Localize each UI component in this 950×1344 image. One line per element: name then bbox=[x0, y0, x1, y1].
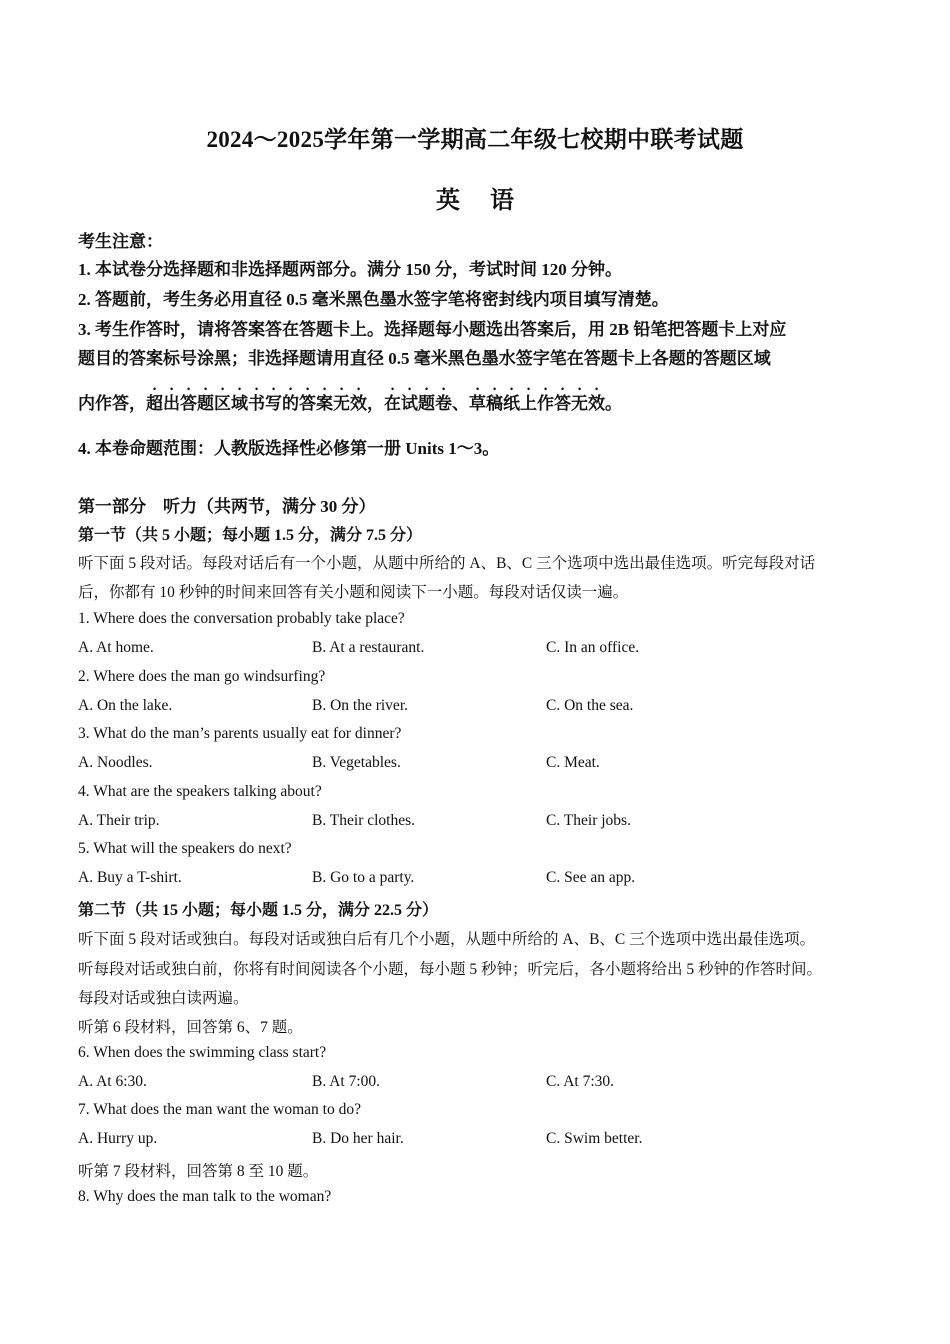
question-5: 5. What will the speakers do next? bbox=[78, 840, 292, 857]
question-6: 6. When does the swimming class start? bbox=[78, 1044, 327, 1061]
question-7-option-b: B. Do her hair. bbox=[312, 1130, 404, 1147]
question-2-option-b: B. On the river. bbox=[312, 697, 408, 714]
question-6-option-b: B. At 7:00. bbox=[312, 1073, 381, 1090]
question-1: 1. Where does the conversation probably take place? bbox=[78, 610, 405, 627]
question-2: 2. Where does the man go windsurfing? bbox=[78, 668, 326, 685]
question-1-option-b: B. At a restaurant. bbox=[312, 639, 425, 656]
question-7-option-a: A. Hurry up. bbox=[78, 1130, 158, 1147]
emphasized-text: 在试题卷 bbox=[384, 394, 452, 413]
section-1-heading: 第一节（共 5 小题；每小题 1.5 分，满分 7.5 分） bbox=[78, 527, 423, 544]
section-1-instructions-line-2: 后，你都有 10 秒钟的时间来回答有关小题和阅读下一小题。每段对话仅读一遍。 bbox=[78, 584, 629, 601]
material-6-note: 听第 6 段材料，回答第 6、7 题。 bbox=[78, 1019, 303, 1036]
question-5-option-b: B. Go to a party. bbox=[312, 869, 415, 886]
question-4-option-c: C. Their jobs. bbox=[546, 812, 631, 829]
notice-item-1: 1. 本试卷分选择题和非选择题两部分。满分 150 分，考试时间 120 分钟。 bbox=[78, 260, 622, 279]
question-5-option-c: C. See an app. bbox=[546, 869, 636, 886]
notice-heading: 考生注意： bbox=[78, 232, 163, 251]
question-1-option-c: C. In an office. bbox=[546, 639, 640, 656]
question-1-option-a: A. At home. bbox=[78, 639, 154, 656]
notice-text: 。 bbox=[605, 394, 622, 413]
question-4-option-a: A. Their trip. bbox=[78, 812, 160, 829]
emphasized-text: 草稿纸上作答无效 bbox=[469, 394, 605, 413]
question-8: 8. Why does the man talk to the woman? bbox=[78, 1188, 332, 1205]
question-3-option-b: B. Vegetables. bbox=[312, 754, 401, 771]
notice-text: 、 bbox=[452, 394, 469, 413]
section-2-instructions-line-1: 听下面 5 段对话或独白。每段对话或独白后有几个小题，从题中所给的 A、B、C 三个选项中选出最佳选项。 bbox=[78, 931, 816, 948]
emphasized-text: 超出答题区域书写的答案无效 bbox=[146, 394, 367, 413]
question-6-option-a: A. At 6:30. bbox=[78, 1073, 147, 1090]
section-2-heading: 第二节（共 15 小题；每小题 1.5 分，满分 22.5 分） bbox=[78, 902, 439, 919]
notice-item-4: 4. 本卷命题范围：人教版选择性必修第一册 Units 1～3。 bbox=[78, 439, 500, 458]
question-2-option-c: C. On the sea. bbox=[546, 697, 634, 714]
notice-item-3-line-3 bbox=[78, 380, 622, 428]
section-2-instructions-line-3: 每段对话或独白读两遍。 bbox=[78, 990, 249, 1007]
notice-text: ， bbox=[367, 394, 384, 413]
question-7-option-c: C. Swim better. bbox=[546, 1130, 643, 1147]
notice-item-3-line-2: 题目的答案标号涂黑；非选择题请用直径 0.5 毫米黑色墨水签字笔在答题卡上各题的答题区域 bbox=[78, 349, 771, 368]
question-4-option-b: B. Their clothes. bbox=[312, 812, 416, 829]
part-1-heading: 第一部分 听力（共两节，满分 30 分） bbox=[78, 497, 376, 516]
question-5-option-a: A. Buy a T-shirt. bbox=[78, 869, 182, 886]
subject-title: 英语 bbox=[436, 188, 544, 214]
question-3: 3. What do the man’s parents usually eat for dinner? bbox=[78, 725, 402, 742]
question-3-option-a: A. Noodles. bbox=[78, 754, 153, 771]
notice-item-2: 2. 答题前，考生务必用直径 0.5 毫米黑色墨水签字笔将密封线内项目填写清楚。 bbox=[78, 290, 669, 309]
question-4: 4. What are the speakers talking about? bbox=[78, 783, 322, 800]
notice-item-3-line-1: 3. 考生作答时，请将答案答在答题卡上。选择题每小题选出答案后，用 2B 铅笔把答题卡上对应 bbox=[78, 320, 787, 339]
notice-text: 内作答， bbox=[78, 394, 146, 413]
question-7: 7. What does the man want the woman to do? bbox=[78, 1101, 361, 1118]
question-2-option-a: A. On the lake. bbox=[78, 697, 173, 714]
question-6-option-c: C. At 7:30. bbox=[546, 1073, 615, 1090]
exam-title: 2024～2025学年第一学期高二年级七校期中联考试题 bbox=[206, 127, 744, 152]
section-2-instructions-line-2: 听每段对话或独白前，你将有时间阅读各个小题，每小题 5 秒钟；听完后，各小题将给出 5 秒钟的作答时间。 bbox=[78, 961, 823, 978]
material-7-note: 听第 7 段材料，回答第 8 至 10 题。 bbox=[78, 1163, 319, 1180]
question-3-option-c: C. Meat. bbox=[546, 754, 600, 771]
section-1-instructions-line-1: 听下面 5 段对话。每段对话后有一个小题，从题中所给的 A、B、C 三个选项中选出最佳选项。听完每段对话 bbox=[78, 555, 816, 572]
